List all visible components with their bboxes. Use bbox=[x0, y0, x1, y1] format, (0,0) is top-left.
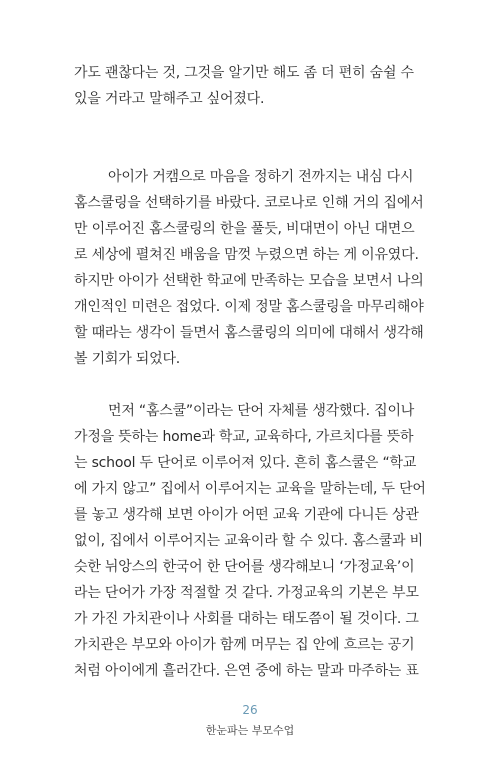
running-title: 한눈파는 부모수업 bbox=[205, 724, 295, 737]
text-line: 를 놓고 생각해 보면 아이가 어떤 교육 기관에 다니든 상관 bbox=[74, 507, 419, 523]
page-number: 26 bbox=[242, 703, 258, 717]
text-line: 개인적인 미련은 접었다. 이제 정말 홈스쿨링을 마무리해야 bbox=[74, 299, 424, 315]
text-line: 먼저 “홈스쿨”이라는 단어 자체를 생각했다. 집이나 bbox=[74, 403, 415, 419]
text-line: 가 가진 가치관이나 사회를 대하는 태도쯤이 될 것이다. 그 bbox=[74, 611, 419, 627]
paragraph-3 bbox=[74, 398, 434, 684]
text-line: 라는 단어가 가장 적절할 것 같다. 가정교육의 기본은 부모 bbox=[74, 585, 419, 601]
text-line: 가정을 뜻하는 home과 학교, 교육하다, 가르치다를 뜻하 bbox=[74, 429, 414, 445]
text-line: 가도 괜찮다는 것, 그것을 알기만 해도 좀 더 편히 숨쉴 수 bbox=[74, 65, 414, 81]
text-line: 아이가 거캠으로 마음을 정하기 전까지는 내심 다시 bbox=[74, 169, 414, 185]
text-line: 없이, 집에서 이루어지는 교육이라 할 수 있다. 홈스쿨과 비 bbox=[74, 533, 423, 549]
text-line: 있을 거라고 말해주고 싶어졌다. bbox=[74, 91, 265, 107]
text-line: 가치관은 부모와 아이가 함께 머무는 집 안에 흐르는 공기 bbox=[74, 637, 415, 653]
text-line: 하지만 아이가 선택한 학교에 만족하는 모습을 보면서 나의 bbox=[74, 273, 424, 289]
text-line: 처럼 아이에게 흘러간다. 은연 중에 하는 말과 마주하는 표 bbox=[74, 663, 419, 679]
text-line: 로 세상에 펼쳐진 배움을 맘껏 누렸으면 하는 게 이유였다. bbox=[74, 247, 419, 263]
text-line: 홈스쿨링을 선택하기를 바랐다. 코로나로 인해 거의 집에서 bbox=[74, 195, 424, 211]
text-line: 만 이루어진 홈스쿨링의 한을 풀듯, 비대면이 아닌 대면으 bbox=[74, 221, 415, 237]
text-line: 볼 기회가 되었다. bbox=[74, 351, 181, 367]
text-line: 할 때라는 생각이 들면서 홈스쿨링의 의미에 대해서 생각해 bbox=[74, 325, 424, 341]
text-line: 슷한 뉘앙스의 한국어 한 단어를 생각해보니 ‘가정교육’이 bbox=[74, 559, 415, 575]
text-line: 에 가지 않고” 집에서 이루어지는 교육을 말하는데, 두 단어 bbox=[74, 481, 426, 497]
paragraph-1 bbox=[74, 60, 434, 112]
paragraph-2 bbox=[74, 164, 434, 372]
text-line: 는 school 두 단어로 이루어져 있다. 흔히 홈스쿨은 “학교 bbox=[74, 455, 417, 471]
